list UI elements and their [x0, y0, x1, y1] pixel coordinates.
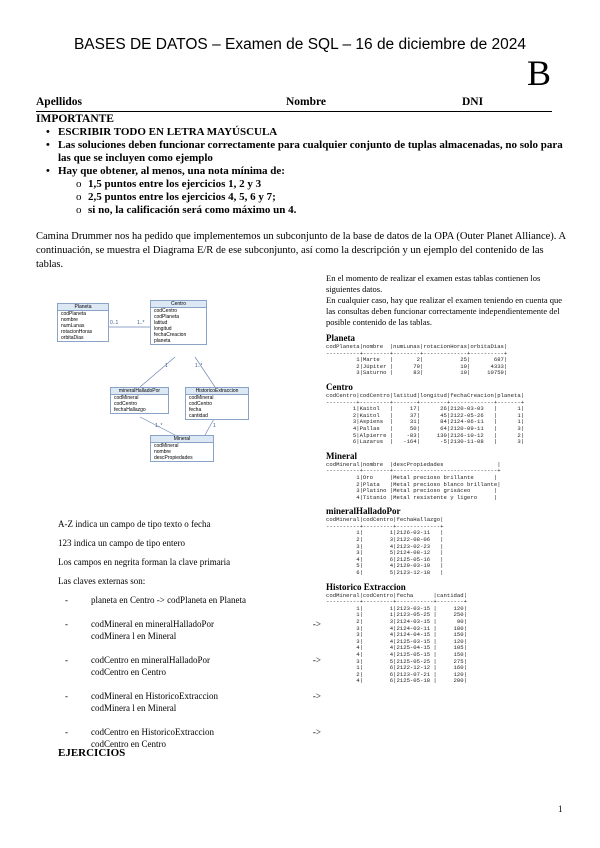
- entity-field: cantidad: [189, 413, 208, 419]
- field-dni: DNI: [462, 96, 484, 108]
- entity-field: nombre: [61, 317, 78, 323]
- entity-hallado-name: mineralHalladoPor: [111, 388, 168, 395]
- data-samples: [326, 273, 566, 685]
- ejercicios-heading: EJERCICIOS: [58, 747, 126, 759]
- table-row: 1| 1|2123-05-25 | 250|: [326, 611, 467, 619]
- entity-mineral-name: Mineral: [151, 436, 213, 443]
- fk-to: codPlaneta en Planeta: [167, 595, 247, 605]
- entity-planeta-name: Planeta: [58, 304, 108, 311]
- entity-planeta: [57, 303, 109, 342]
- table-row: 4| 6|2125-05-18 | 200|: [326, 677, 467, 685]
- table-name: Centro: [326, 381, 353, 392]
- foreign-key-item: - codMineral en mineralHalladoPor -> codMinera l en Mineral: [65, 619, 321, 641]
- card-label: 1..*: [155, 423, 163, 429]
- field-nombre: Nombre: [286, 96, 327, 108]
- table-row: 1|Oro |Metal precioso brillante |: [326, 473, 498, 481]
- exam-version: B: [527, 53, 552, 93]
- data-note: En cualquier caso, hay que realizar el examen teniendo en cuenta que las consultas deben funcionar correctamente independientemente del posible contenido de las tablas.: [326, 295, 562, 327]
- table-row: 3| 4|2124-03-11 | 180|: [326, 624, 467, 632]
- table-row: 1| 1|2126-03-11 |: [326, 529, 444, 537]
- table-row: codCentro|codCentro|latitud|longitud|fechaCreacion|planeta|: [326, 391, 525, 399]
- fk-to: codMinera l en Mineral: [91, 703, 177, 713]
- entity-mineral-hallado-por: [110, 387, 169, 414]
- card-label: 1: [165, 363, 168, 369]
- sample-table: [326, 393, 566, 446]
- table-row: 4|Pallas | 50| 64|2120-09-11 | 3|: [326, 424, 525, 432]
- entity-field: codMineral: [189, 395, 214, 401]
- table-row: 3| 4|2125-03-15 | 120|: [326, 637, 467, 645]
- table-row: 6| 5|2123-12-18 |: [326, 569, 444, 577]
- table-row: 1| 1|2123-03-15 | 120|: [326, 604, 467, 612]
- entity-field: fechaHallazgo: [114, 407, 146, 413]
- table-row: 4| 6|2125-05-16 |: [326, 555, 444, 563]
- table-row: 1| 6|2122-12-12 | 160|: [326, 664, 467, 672]
- entity-field: codCentro: [114, 401, 138, 407]
- entity-field: nombre: [154, 449, 171, 455]
- entity-field: rotacionHoras: [61, 329, 93, 335]
- sample-table: [326, 462, 566, 502]
- schema-notes: [58, 518, 321, 762]
- fk-from: codMineral en mineralHalladoPor: [91, 619, 214, 629]
- fk-from: codCentro en mineralHalladoPor: [91, 655, 210, 665]
- table-row: 3| 5|2124-08-12 |: [326, 549, 444, 557]
- table-row: 3|Aspiens | 31| 84|2124-06-11 | 1|: [326, 418, 525, 426]
- table-row: ----------+---------+-------------+: [326, 522, 444, 530]
- entity-field: codCentro: [189, 401, 213, 407]
- table-row: codPlaneta|nombre |numLunas|rotacionHoras|orbitaDias|: [326, 343, 508, 350]
- table-name: Mineral: [326, 450, 357, 461]
- fk-to: codMinera l en Mineral: [91, 631, 177, 641]
- entity-field: fechaCreacion: [154, 332, 187, 338]
- entity-field: orbitaDias: [61, 335, 84, 341]
- card-label: 1..*: [195, 363, 203, 369]
- er-diagram: [55, 295, 270, 470]
- table-row: 3| 4|2124-04-15 | 150|: [326, 631, 467, 639]
- card-label: 1..*: [137, 320, 145, 326]
- entity-historico-extraccion: [185, 387, 249, 420]
- sample-table: [326, 593, 566, 685]
- table-row: codMineral|codCentro|fecha |cantidad|: [326, 591, 467, 599]
- entity-centro-name: Centro: [151, 301, 206, 308]
- table-row: 2|Júpiter | 79| 10| 4333|: [326, 362, 508, 370]
- table-row: 2| 6|2123-07-21 | 120|: [326, 670, 467, 678]
- table-row: 2|Plata |Metal precioso blanco brillante|: [326, 480, 501, 488]
- entity-field: longitud: [154, 326, 172, 332]
- entity-field: codMineral: [154, 443, 179, 449]
- foreign-key-item: - codCentro en HistoricoExtraccion -> codCentro en Centro: [65, 727, 321, 749]
- connector-centro-historico: [195, 357, 215, 387]
- rule-item: • Las soluciones deben funcionar correctamente para cualquier conjunto de tuplas almacenadas, no solo para las que se incluyen como ejemplo: [58, 139, 566, 165]
- table-row: codMineral|codCentro|fechaHallazgo|: [326, 516, 444, 524]
- important-heading: IMPORTANTE: [36, 113, 114, 125]
- connector-centro-hallado: [140, 357, 175, 387]
- foreign-key-item: - codCentro en mineralHalladoPor -> codCentro en Centro: [65, 655, 321, 677]
- table-row: 1|Marte | 2| 25| 687|: [326, 356, 508, 364]
- entity-field: codMineral: [114, 395, 139, 401]
- subrule-item: o 2,5 puntos entre los ejercicios 4, 5, 6 y 7;: [88, 191, 566, 204]
- entity-field: fecha: [189, 407, 202, 413]
- rule-item: • Hay que obtener, al menos, una nota mínima de:: [58, 165, 566, 178]
- sample-table: [326, 517, 566, 576]
- entity-field: descPropiedades: [154, 455, 193, 461]
- entity-field: latitud: [154, 320, 168, 326]
- table-row: 1|Kaitol | 17| 26|2120-03-03 | 1|: [326, 405, 525, 413]
- intro-paragraph: Camina Drummer nos ha pedido que implementemos un subconjunto de la base de datos de la OPA (Outer Planet Alliance). A continuación, se muestra el Diagrama E/R de ese subconjunto, así como la descripción y un ejemplo del contenido de las tablas.: [36, 231, 566, 270]
- rule-item: • ESCRIBIR TODO EN LETRA MAYÚSCULA: [58, 126, 566, 139]
- table-row: 3|Platino |Metal precioso grisáceo |: [326, 487, 498, 495]
- table-row: 3| 4|2123-02-23 |: [326, 542, 444, 550]
- foreign-key-item: - planeta en Centro -> codPlaneta en Planeta: [65, 595, 247, 605]
- subrule-item: o 1,5 puntos entre los ejercicios 1, 2 y 3: [88, 178, 566, 191]
- field-apellidos: Apellidos: [36, 96, 83, 108]
- legend-line: A-Z indica un campo de tipo texto o fecha: [58, 519, 211, 529]
- table-row: codMineral|nombre |descPropiedades |: [326, 460, 501, 468]
- table-name: Historico Extraccion: [326, 581, 406, 592]
- data-note: En el momento de realizar el examen estas tablas contienen los siguientes datos.: [326, 273, 541, 294]
- sample-table: [326, 344, 566, 377]
- table-row: 2| 3|2122-08-06 |: [326, 536, 444, 544]
- table-row: 6|Lazarus | -164| -5|2130-11-08 | 3|: [326, 438, 525, 446]
- fk-from: codMineral en HistoricoExtraccion: [91, 691, 218, 701]
- header-divider: [36, 111, 552, 112]
- table-row: ---------+---------+-------+--------+-------------+-------+: [326, 398, 525, 406]
- table-name: Planeta: [326, 333, 355, 343]
- legend-line: Los campos en negrita forman la clave primaria: [58, 557, 231, 567]
- table-row: 3| 5|2125-05-25 | 275|: [326, 657, 467, 665]
- fk-to: codCentro en Centro: [91, 667, 166, 677]
- table-row: ----------+--------+--------+-------------+----------+: [326, 349, 508, 357]
- table-row: 4| 4|2125-04-15 | 105|: [326, 644, 467, 652]
- subrule-item: o si no, la calificación será como máximo un 4.: [88, 204, 566, 217]
- legend-line: 123 indica un campo de tipo entero: [58, 538, 185, 548]
- fk-from: codCentro en HistoricoExtraccion: [91, 727, 214, 737]
- table-row: 5|Alpierre | -83| 130|2126-10-12 | 2|: [326, 431, 525, 439]
- card-label: 0..1: [110, 320, 119, 326]
- legend-line: Las claves externas son:: [58, 576, 146, 586]
- entity-historico-name: HistoricoExtraccion: [186, 388, 248, 395]
- exam-title: BASES DE DATOS – Examen de SQL – 16 de diciembre de 2024: [73, 36, 527, 53]
- table-row: 2| 3|2124-03-15 | 90|: [326, 618, 467, 625]
- entity-field: codPlaneta: [61, 311, 87, 317]
- entity-field: planeta: [154, 338, 171, 344]
- entity-field: codCentro: [154, 308, 178, 314]
- entity-field: numLunas: [61, 323, 85, 329]
- table-row: 2|Kaitol | 37| 45|2122-05-26 | 1|: [326, 411, 525, 419]
- entity-centro: [150, 300, 207, 345]
- page-number: 1: [558, 804, 563, 814]
- foreign-key-item: - codMineral en HistoricoExtraccion -> codMinera l en Mineral: [65, 691, 321, 713]
- entity-mineral: [150, 435, 214, 462]
- table-row: 5| 4|2129-03-19 |: [326, 562, 444, 570]
- table-row: 4| 4|2125-05-15 | 150|: [326, 650, 467, 658]
- table-row: ----------+--------+-------------------------------+: [326, 467, 501, 475]
- fk-from: planeta en Centro: [91, 595, 155, 605]
- entity-field: codPlaneta: [154, 314, 180, 320]
- table-row: 3|Saturno | 83| 10| 10759|: [326, 369, 508, 377]
- fk-to: codCentro en Centro: [91, 739, 166, 749]
- table-name: mineralHalladoPor: [326, 506, 401, 517]
- rules-list: [36, 126, 566, 217]
- card-label: 1: [213, 423, 216, 429]
- table-row: ----------+---------+-----------+--------+: [326, 598, 467, 606]
- table-row: 4|Titanio |Metal resistente y ligero |: [326, 493, 498, 501]
